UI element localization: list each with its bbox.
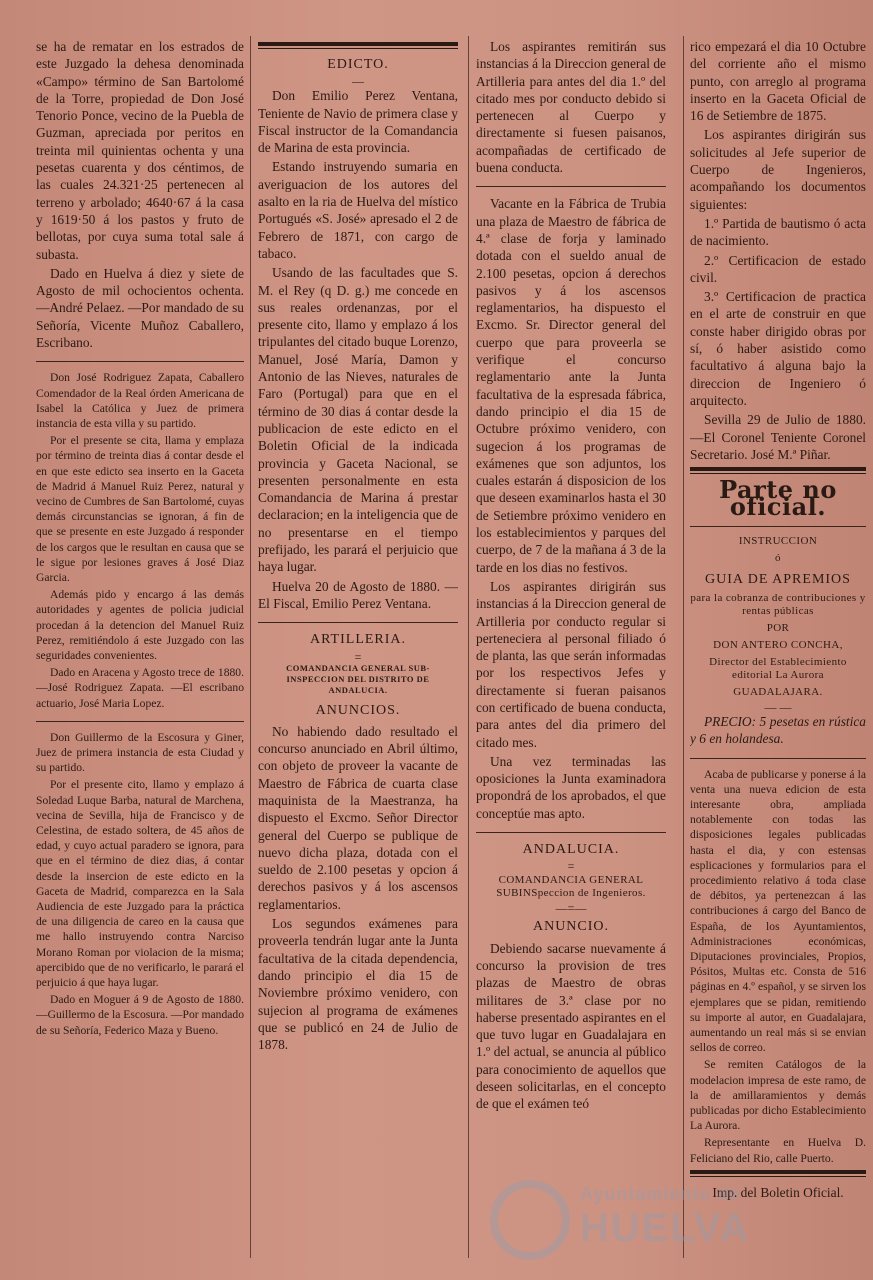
paragraph: Estando instruyendo sumaria en averiguacion de los autores del asalto en la ria de Huelva del místico Portugués «S. José» apresado el 2 de Febrero de 1871, con cargo de tabaco. [258, 159, 458, 261]
thick-divider [258, 42, 458, 46]
printer-imprint: Imp. del Boletin Oficial. [712, 1184, 844, 1200]
section-title: ANUNCIOS. [315, 702, 401, 718]
divider [476, 186, 666, 187]
watermark-line: HUELVA [580, 1206, 751, 1250]
paragraph: Los aspirantes dirigirán sus solicitudes al Jefe superior de Cuerpo de Ingenieros, acompañando los documentos siguientes: [690, 127, 866, 212]
paragraph: No habiendo dado resultado el concurso anunciado en Abril último, con objeto de proveer la vacante de Maestro de Fábrica de cuarta clase maquinista de la Maestranza, ha dispuesto el Excmo. Señor Director general del Cuerpo se publique de nuevo dicha plaza, dotada con el sueldo de 2.100 pesetas y opcion á derechos pasivos y á los ascensos reglamentarios. [258, 723, 458, 912]
paragraph: Don José Rodriguez Zapata, Caballero Comendador de la Real órden Americana de Isabel la Católica y Juez de primera instancia de esta villa y su partido. [36, 371, 244, 430]
paragraph: 3.º Certificacion de practica en el arte de construir en que conste haber dirigido obras por sí, ó haber asistido como facultativo á alguna bajo la direccion de Ingeniero ó arquitecto. [690, 289, 866, 408]
paragraph: Vacante en la Fábrica de Trubia una plaza de Maestro de fábrica de 4.ª clase de forja y laminado dotada con el sueldo anual de 2.100 pesetas, opcion á derechos pasivos y á los ascensos reglamentarios, ha dispuesto el Excmo. Sr. Director general del cuerpo que para proveerla se verifique el concurso reglamentario ante la Junta facultativa de la espresada fábrica, dando principio el dia 15 de Octubre próximo venidero, con sugecion á los programas de exámenes que son adjuntos, los cuales estarán á disposicion de los que deseen examinarlos hasta el 30 de Setiembre próximo venidero en los establecimientos y parques del cuerpo, de 7 de la mañana á 3 de la tarde en los dias no festivos. [476, 196, 666, 575]
paragraph: Acaba de publicarse y ponerse á la venta una nueva edicion de esta interesante obra, ampliada notablemente con todas las disposiciones legales publicadas hasta el dia, y con estensas esplicaciones y formularios para el procedimiento relativo á toda clase de débitos, ya pertenezcan á las contribuciones á cargo del Banco de España, de los Ayuntamientos, Administraciones económicas, Diputaciones provinciales, Propios, Pósitos, Multas etc. Consta de 516 páginas en 4.º español, y se sirven los ejemplares que se pidan, remitiendo su importe al autor, en Guadalajara, aumentando un real más si se envian sellos de correo. [690, 767, 866, 1055]
paragraph: rico empezará el dia 10 Octubre del corriente año el mismo punto, con arreglo al programa inserto en la Gaceta Oficial de 16 de Setiembre de 1875. [690, 39, 866, 124]
section-subtitle: COMANDANCIA GENERAL SUBINSpeccion de Ingenieros. [496, 874, 646, 900]
column-1 [36, 38, 244, 1260]
paragraph: Dado en Huelva á diez y siete de Agosto de mil ochocientos ochenta. —André Pelaez. —Por mandado de su Señoría, Vicente Muñoz Caballero, Escribano. [36, 265, 244, 351]
divider [476, 832, 666, 833]
dash: — — [764, 700, 792, 715]
section-title: ARTILLERIA. [309, 632, 407, 648]
section-title: ANDALUCIA. [522, 842, 620, 858]
section-subtitle: COMANDANCIA GENERAL SUB-INSPECCION DEL DISTRITO DE ANDALUCIA. [286, 662, 430, 695]
dash: —=— [555, 901, 587, 916]
column-4 [690, 38, 866, 1260]
column-divider [468, 36, 469, 1258]
paragraph: 2.º Certificacion de estado civil. [690, 252, 866, 285]
price: PRECIO: 5 pesetas en rústica y 6 en holandesa. [690, 714, 866, 747]
paragraph: 1.º Partida de bautismo ó acta de nacimiento. [690, 215, 866, 249]
paragraph: Huelva 20 de Agosto de 1880. — El Fiscal, Emilio Perez Ventana. [258, 578, 458, 611]
paragraph: Don Emilio Perez Ventana, Teniente de Navio de primera clase y Fiscal instructor de la Comandancia de Marina de esta provincia. [258, 88, 458, 156]
paragraph: Los segundos exámenes para proveerla tendrán lugar ante la Junta facultativa de la citada dependencia, dando principio el dia 15 de Noviembre próximo venidero, con sujecion al programa de exámenes que se publicó en 24 de Julio de 1878. [258, 916, 458, 1053]
paragraph: Don Guillermo de la Escosura y Giner, Juez de primera instancia de esta Ciudad y su partido. [36, 730, 244, 775]
divider [36, 721, 244, 722]
book-publisher: Director del Establecimiento editorial La Aurora [709, 656, 847, 682]
book-author: DON ANTERO CONCHA, [713, 639, 843, 652]
paragraph: Los aspirantes dirigirán sus instancias á la Direccion general de Artilleria por conducto regular si perteneciera al personal filiado ó de planta, las que serán informadas por los respectivos Jefes y directamente si fueran paisanos con certificado de buena conducta, para antes del dia primero del citado mes. [476, 578, 666, 750]
paragraph: Dado en Moguer á 9 de Agosto de 1880. —Guillermo de la Escosura. —Por mandado de su Señoría, Federico Maza y Bueno. [36, 993, 244, 1037]
section-title: EDICTO. [327, 57, 389, 72]
paragraph: Además pido y encargo á las demás autoridades y agentes de policia judicial procedan á la detencion del Manuel Ruiz Perez, remitiéndolo á este Juzgado con las seguridades convenientes. [36, 588, 244, 662]
paragraph: Representante en Huelva D. Feliciano del Rio, calle Puerto. [690, 1136, 866, 1165]
paragraph: Sevilla 29 de Julio de 1880. —El Coronel Teniente Coronel Secretario. José M.ª Piñar. [690, 412, 866, 462]
book-city: GUADALAJARA. [733, 686, 823, 699]
divider [258, 622, 458, 623]
column-3 [476, 38, 666, 1260]
eq-mark: = [354, 649, 362, 664]
book-subtitle: para la cobranza de contribuciones y rentas públicas [690, 592, 866, 618]
column-2 [258, 38, 458, 1260]
paragraph: Debiendo sacarse nuevamente á concurso la provision de tres plazas de Maestro de obras militares de 3.ª clase por no haberse presentado aspirantes en el que tuvo lugar en Guadalajara en 1.º del actual, se anuncia al público para conocimiento de aquellos que deseen solicitarlas, en el concepto de que el exámen teó [476, 940, 666, 1112]
watermark-line: Ayuntamiento de [580, 1184, 741, 1204]
book-title: GUIA DE APREMIOS [705, 571, 851, 587]
column-divider [250, 36, 251, 1258]
paragraph: se ha de rematar en los estrados de este Juzgado la dehesa denominada «Campo» término de San Bartolomé de la Torre, propiedad de Don José Tenorio Ponce, vecino de la Puebla de Guzman, apreciada por peritos en treinta mil quinientas ochenta y una pesetas cuarenta y dos céntimos, de las cuales 24.321·25 pertenecen al terreno y arbolado; 4640·67 á la casa y 1619·50 á los pastos y fruto de bellotas, por cuya suma total sale á subasta. [36, 39, 244, 262]
paragraph: Por el presente cito, llamo y emplazo á Soledad Luque Barba, natural de Marchena, vecina de Sevilla, hija de Francisco y de Celestina, de estado soltera, de 45 años de edad, y cuyo actual paradero se ignora, para que en el término de diez dias, á contar desde la insercion de este edicto en la Gaceta de Madrid, comparezca en la Sala Audiencia de este Juzgado para la práctica de una diligencia de careo en la causa que me hallo instruyendo contra Narciso Morano Roman por violacion de la misma; apercibido que de no verificarlo, le parará el perjuicio á que haya lugar. [36, 778, 244, 990]
thick-divider [690, 467, 866, 471]
section-title: ANUNCIO. [532, 919, 610, 935]
section-heading: Parte no oficial. [719, 475, 837, 522]
divider [36, 361, 244, 362]
book-label: ó [775, 551, 781, 564]
paragraph: Usando de las facultades que S. M. el Rey (q D. g.) me concede en sus reales ordenanzas, por el presente cito, llamo y emplazo á los tripulantes del citado buque Lorenzo, Manuel, José María, Damon y Antonio de las Nieves, naturales de Faro (Portugal) para que en el término de 30 dias á contar desde la publicacion de este edicto en el Boletin Oficial de la indicada provincia y Gaceta Nacional, se presenten personalmente en esta Comandancia de Marina á prestar declaracion; en la inteligencia que de no presentarse en el tiempo prefijado, les parará el perjuicio que haya lugar. [258, 265, 458, 575]
eq-mark: = [567, 859, 575, 874]
book-label: POR [766, 622, 790, 635]
paragraph: Los aspirantes remitirán sus instancias á la Direccion general de Artilleria para antes del dia 1.º del citado mes por conducto debido si pertenecen al Cuerpo y directamente si fuesen paisanos, acompañadas de certificado de buena conducta. [476, 39, 666, 176]
column-divider [683, 36, 684, 1258]
thick-divider [690, 1170, 866, 1174]
paragraph: Por el presente se cita, llama y emplaza por término de treinta dias á contar desde el en que este edicto sea inserto en la Gaceta de Madrid á Manuel Ruiz Perez, natural y vecino de Cumbres de San Bartolomé, cuyas demás circunstancias se ignoran, á fin de que se presente en este Juzgado á responder de los cargos que le resultan en causa que se le sigue por lesiones graves á José Diaz Garcia. [36, 434, 244, 584]
paragraph: Una vez terminadas las oposiciones la Junta examinadora propondrá de los aprobados, el que conceptúe mas apto. [476, 753, 666, 821]
dash: — [352, 74, 364, 89]
divider [690, 758, 866, 759]
paragraph: Dado en Aracena y Agosto trece de 1880. —José Rodriguez Zapata. —El escribano actuario, José Maria Lopez. [36, 666, 244, 710]
paragraph: Se remiten Catálogos de la modelacion impresa de este ramo, de la de amillaramientos y demás publicadas por dicho Establecimiento La Aurora. [690, 1058, 866, 1133]
book-label: INSTRUCCION [738, 534, 818, 547]
divider [690, 526, 866, 527]
